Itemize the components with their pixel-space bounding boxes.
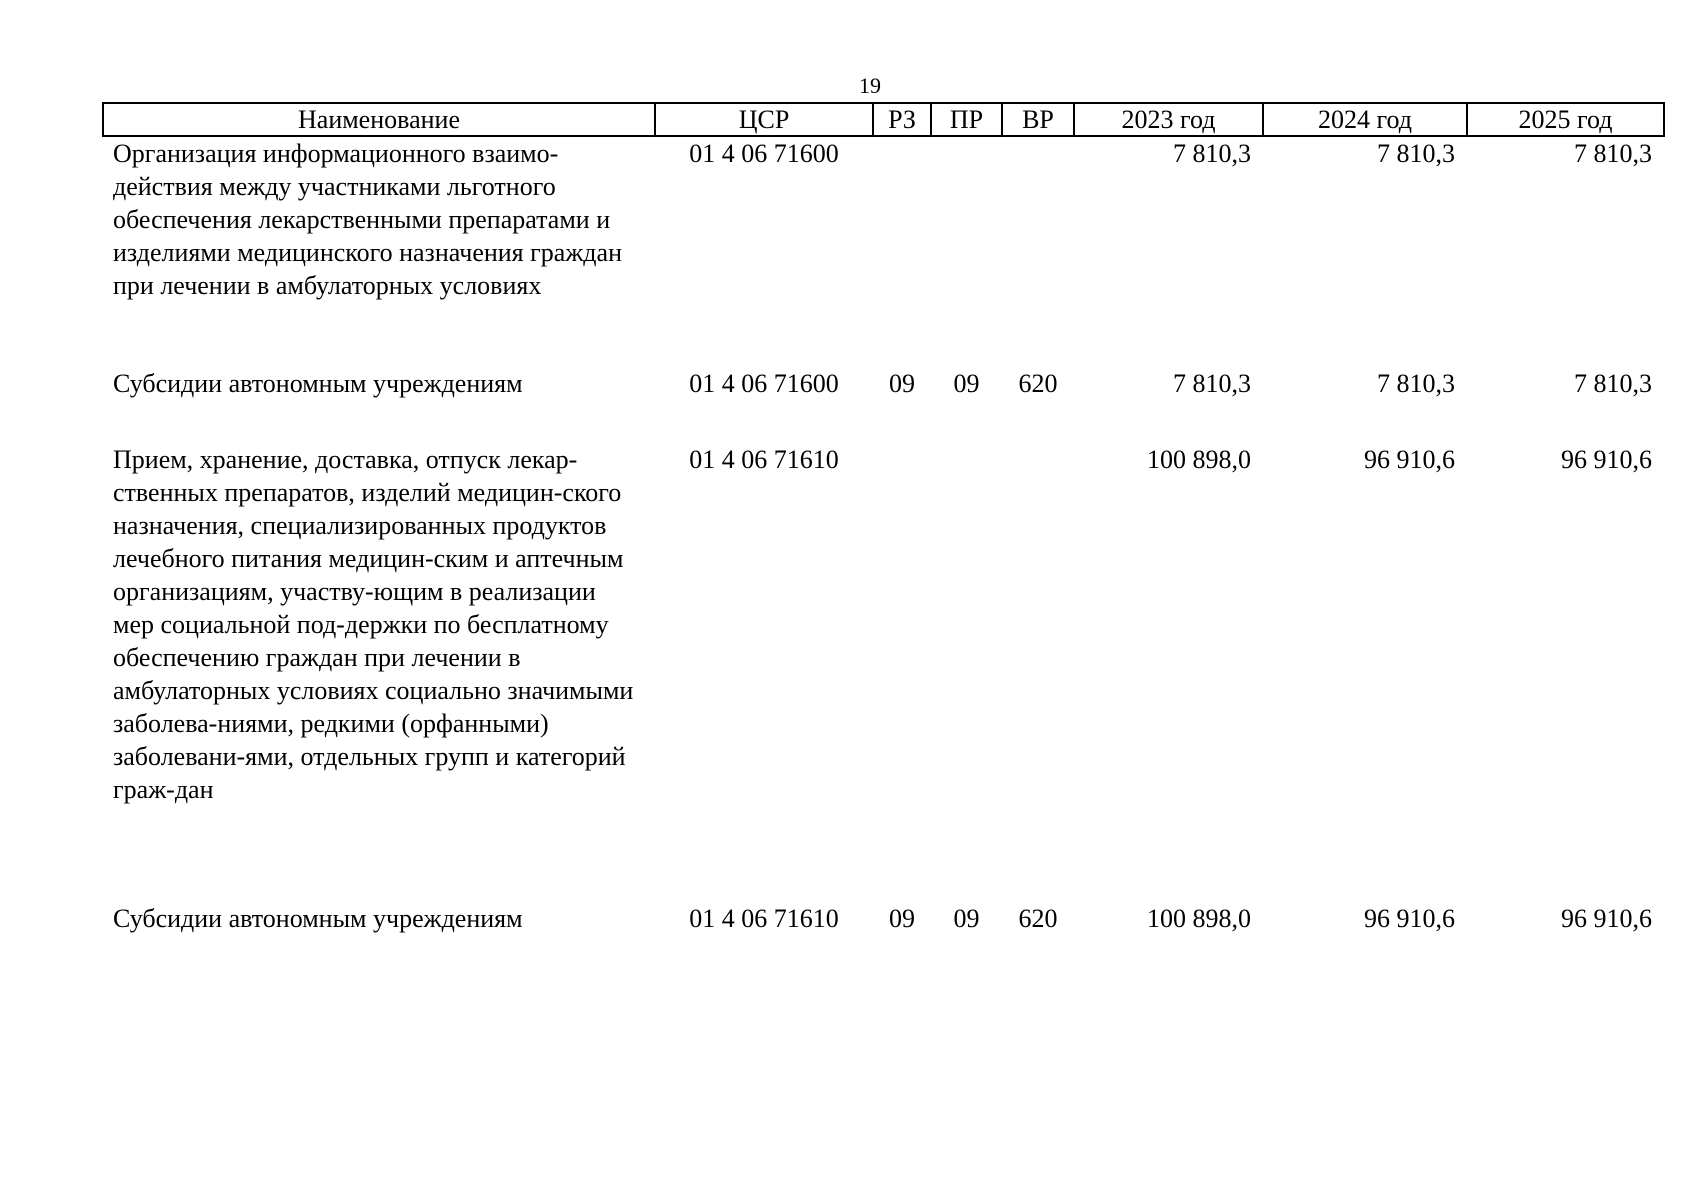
row-2024: 7 810,3 — [1377, 139, 1455, 168]
row-csr: 01 4 06 71600 — [689, 139, 839, 168]
table-row — [103, 136, 1664, 367]
row-rz — [873, 443, 931, 902]
row-2023: 7 810,3 — [1173, 139, 1251, 168]
page-number: 19 — [859, 73, 881, 98]
row-2024: 7 810,3 — [1377, 369, 1455, 398]
table-row — [103, 443, 1664, 902]
row-2025: 96 910,6 — [1561, 904, 1652, 933]
row-vr: 620 — [1018, 904, 1058, 933]
header-rz: РЗ — [873, 103, 931, 136]
row-2025: 96 910,6 — [1561, 445, 1652, 474]
row-rz: 09 — [889, 369, 915, 398]
row-csr: 01 4 06 71610 — [689, 904, 839, 933]
header-name: Наименование — [103, 103, 655, 136]
table-header-row — [103, 103, 1664, 136]
header-2023: 2023 год — [1074, 103, 1263, 136]
row-2025: 7 810,3 — [1574, 369, 1652, 398]
header-pr: ПР — [931, 103, 1002, 136]
row-vr — [1002, 443, 1074, 902]
row-name: Субсидии автономным учреждениям — [113, 369, 523, 398]
row-pr: 09 — [953, 904, 980, 933]
header-2025: 2025 год — [1467, 103, 1664, 136]
row-pr — [931, 443, 1002, 902]
row-csr: 01 4 06 71610 — [689, 445, 839, 474]
row-vr: 620 — [1018, 369, 1058, 398]
row-name: Субсидии автономным учреждениям — [113, 904, 523, 933]
row-2024: 96 910,6 — [1364, 904, 1455, 933]
row-vr — [1002, 136, 1074, 367]
row-2025: 7 810,3 — [1574, 139, 1652, 168]
header-vr: ВР — [1002, 103, 1074, 136]
row-rz: 09 — [889, 904, 915, 933]
row-2023: 7 810,3 — [1173, 369, 1251, 398]
row-pr: 09 — [953, 369, 980, 398]
header-2024: 2024 год — [1263, 103, 1467, 136]
row-name: Организация информационного взаимо-действия между участниками льготного обеспечения лекарственными препаратами и изделиями медицинского назначения граждан при лечении в амбулаторных условиях — [113, 139, 622, 300]
row-csr: 01 4 06 71600 — [689, 369, 839, 398]
table-row — [103, 902, 1664, 942]
row-pr — [931, 136, 1002, 367]
header-csr: ЦСР — [655, 103, 873, 136]
table-row — [103, 367, 1664, 443]
row-2023: 100 898,0 — [1147, 445, 1251, 474]
budget-table — [102, 102, 1665, 942]
row-rz — [873, 136, 931, 367]
row-2024: 96 910,6 — [1364, 445, 1455, 474]
row-name: Прием, хранение, доставка, отпуск лекар-ственных препаратов, изделий медицин-ского назначения, специализированных продуктов лечебного питания медицин-ским и аптечным организациям, участву-ющим в реализации мер социальной под-держки по бесплатному обеспечению граждан при лечении в амбулаторных условиях социально значимыми заболева-ниями, редкими (орфанными) заболевани-ями, отдельных групп и категорий граж-дан — [113, 445, 634, 804]
row-2023: 100 898,0 — [1147, 904, 1251, 933]
